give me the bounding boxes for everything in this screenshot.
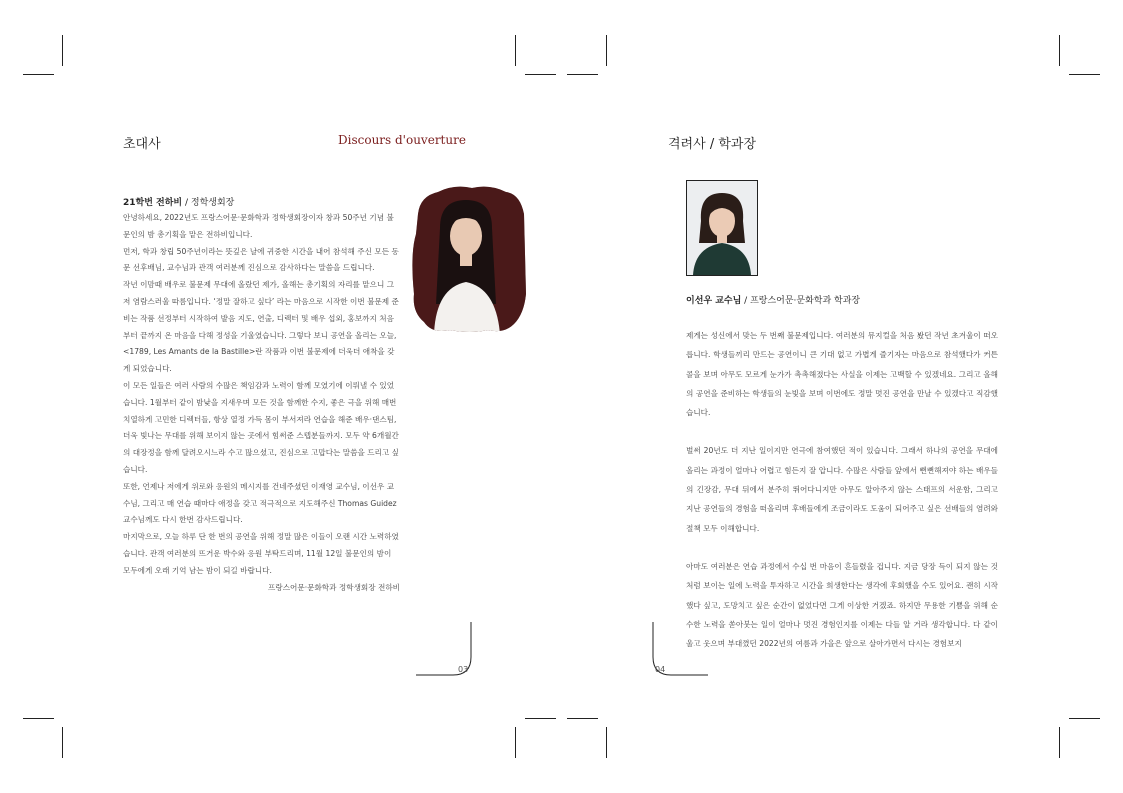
- page-title-french: Discours d'ouverture: [338, 133, 466, 147]
- page-title: [668, 133, 756, 152]
- crop-mark: [62, 35, 63, 66]
- crop-mark: [1059, 727, 1060, 758]
- crop-mark: [23, 74, 54, 75]
- paragraph: 이 모든 일들은 여러 사람의 수많은 책임감과 노력이 함께 모였기에 이뤄낼 수 있었습니다. 1월부터 같이 밤낮을 지새우며 모든 것을 함께한 수지, 좋은 극을 위해 매번 치열하게 고민한 디렉터들, 항상 열정 가득 몸이 부서져라 연습을 해준 배우·댄스팀, 더욱 빛나는 무대를 위해 보이지 않는 곳에서 힘써준 스텝분들까지. 모두 약 6개월간의 대장정을 함께 달려오시느라 수고 많으셨고, 진심으로 고맙다는 말씀을 드리고 싶습니다.: [123, 380, 399, 474]
- letter-body: [123, 210, 400, 596]
- crop-mark: [525, 74, 556, 75]
- author-photo: [410, 184, 526, 334]
- paragraph: 먼저, 학과 창립 50주년이라는 뜻깊은 날에 귀중한 시간을 내어 참석해 주신 모든 동문 선후배님, 교수님과 관객 여러분께 진심으로 감사하다는 말씀을 드립니다.: [123, 246, 399, 273]
- page-number: 04: [655, 665, 666, 674]
- page-title-sub: / 학과장: [705, 137, 757, 152]
- page-title: 초대사: [123, 137, 161, 152]
- crop-mark: [515, 727, 516, 758]
- paragraph: 벌써 20년도 더 지난 일이지만 연극에 참여했던 적이 있습니다. 그래서 하나의 공연을 무대에 올리는 과정이 얼마나 어렵고 힘든지 잘 압니다. 수많은 사람들 앞에서 뻔뻔해져야 하는 배우들의 긴장감, 무대 뒤에서 분주히 뛰어다니지만 아무도 알아주지 않는 스태프의 서운함, 그리고 지난 공연들의 경험을 떠올리며 후배들에게 조금이라도 도움이 되어주고 싶은 선배들의 염려와 절책 모두 이해합니다.: [686, 446, 998, 533]
- page-number: 03: [458, 665, 469, 674]
- page-title-main: 격려사: [668, 137, 706, 152]
- paragraph: 제게는 성신에서 맞는 두 번째 불문제입니다. 여러분의 뮤지컬을 처음 봤던 작년 초겨울이 떠오릅니다. 학생들끼리 만드는 공연이니 큰 기대 없고 가볍게 즐기자는 마음으로 참석했다가 커튼콜을 보며 아무도 모르게 눈가가 촉촉해졌다는 사실을 이제는 고백할 수 있겠네요. 그리고 올해의 공연을 준비하는 학생들의 눈빛을 보며 이번에도 정말 멋진 공연을 만날 수 있겠다고 직감했습니다.: [686, 331, 998, 418]
- author-photo: [686, 180, 758, 276]
- author-role: / 정학생회장: [182, 198, 235, 208]
- paragraph: 안녕하세요, 2022년도 프랑스어문·문화학과 정학생회장이자 창과 50주년 기념 불문인의 밤 총기획을 맡은 전하비입니다.: [123, 213, 394, 239]
- paragraph: 아마도 여러분은 연습 과정에서 수십 번 마음이 흔들렸을 겁니다. 지금 당장 득이 되지 않는 것처럼 보이는 일에 노력을 투자하고 시간을 희생한다는 생각에 후회했을 수도 있어요. 괜히 시작했다 싶고, 도망치고 싶은 순간이 없었다면 그게 이상한 거겠죠. 하지만 무용한 기쁨을 위해 순수한 노력을 쏟아붓는 일이 얼마나 멋진 경험인지를 이제는 다들 알 거라 생각합니다. 다 같이 울고 웃으며 부대꼈던 2022년의 여름과 가을은 앞으로 살아가면서 다시는 경험보지: [686, 561, 998, 649]
- crop-mark: [1069, 74, 1100, 75]
- crop-mark: [1059, 35, 1060, 66]
- crop-mark: [567, 718, 598, 719]
- crop-mark: [515, 35, 516, 66]
- letter-body: [686, 326, 998, 672]
- crop-mark: [1069, 718, 1100, 719]
- paragraph: 작년 이맘때 배우로 불문제 무대에 올랐던 제가, 올해는 총기획의 자리를 맡으니 그저 염람스러울 따름입니다. ‘정말 잘하고 싶다’ 라는 마음으로 시작한 이번 불문제 준비는 작품 선정부터 시작하여 발음 지도, 연출, 디렉터 및 배우 섭외, 홍보까지 처음부터 끝까지 온 마음을 다해 정성을 기울였습니다. 그렇다 보니 공연을 올리는 오늘, <1789, Les Amants de la Bastille>란 작품과 이번 불문제에 더욱더 애착을 갖게 되었습니다.: [123, 280, 399, 374]
- author-line: [123, 195, 234, 208]
- crop-mark: [606, 727, 607, 758]
- author-name: 이선우 교수님: [686, 296, 742, 306]
- signature: 프랑스어문·문화학과 정학생회장 전하비: [268, 582, 400, 592]
- author-line: [686, 293, 860, 306]
- paragraph: 마지막으로, 오늘 하루 단 한 번의 공연을 위해 정말 많은 이들이 오랜 시간 노력하였습니다. 관객 여러분의 뜨거운 박수와 응원 부탁드리며, 11월 12일 불문인의 밤이 모두에게 오래 기억 남는 밤이 되길 바랍니다.: [123, 532, 399, 575]
- crop-mark: [525, 718, 556, 719]
- author-name: 21학번 전하비: [123, 198, 183, 208]
- paragraph: 또한, 언제나 저에게 위로와 응원의 메시지를 건네주셨던 이재영 교수님, 이선우 교수님, 그리고 매 연습 때마다 애정을 갖고 적극적으로 지도해주신 Thomas Guidez 교수님께도 다시 한번 감사드립니다.: [123, 481, 397, 525]
- crop-mark: [567, 74, 598, 75]
- crop-mark: [62, 727, 63, 758]
- crop-mark: [23, 718, 54, 719]
- author-role: / 프랑스어문·문화학과 학과장: [741, 296, 861, 306]
- crop-mark: [606, 35, 607, 66]
